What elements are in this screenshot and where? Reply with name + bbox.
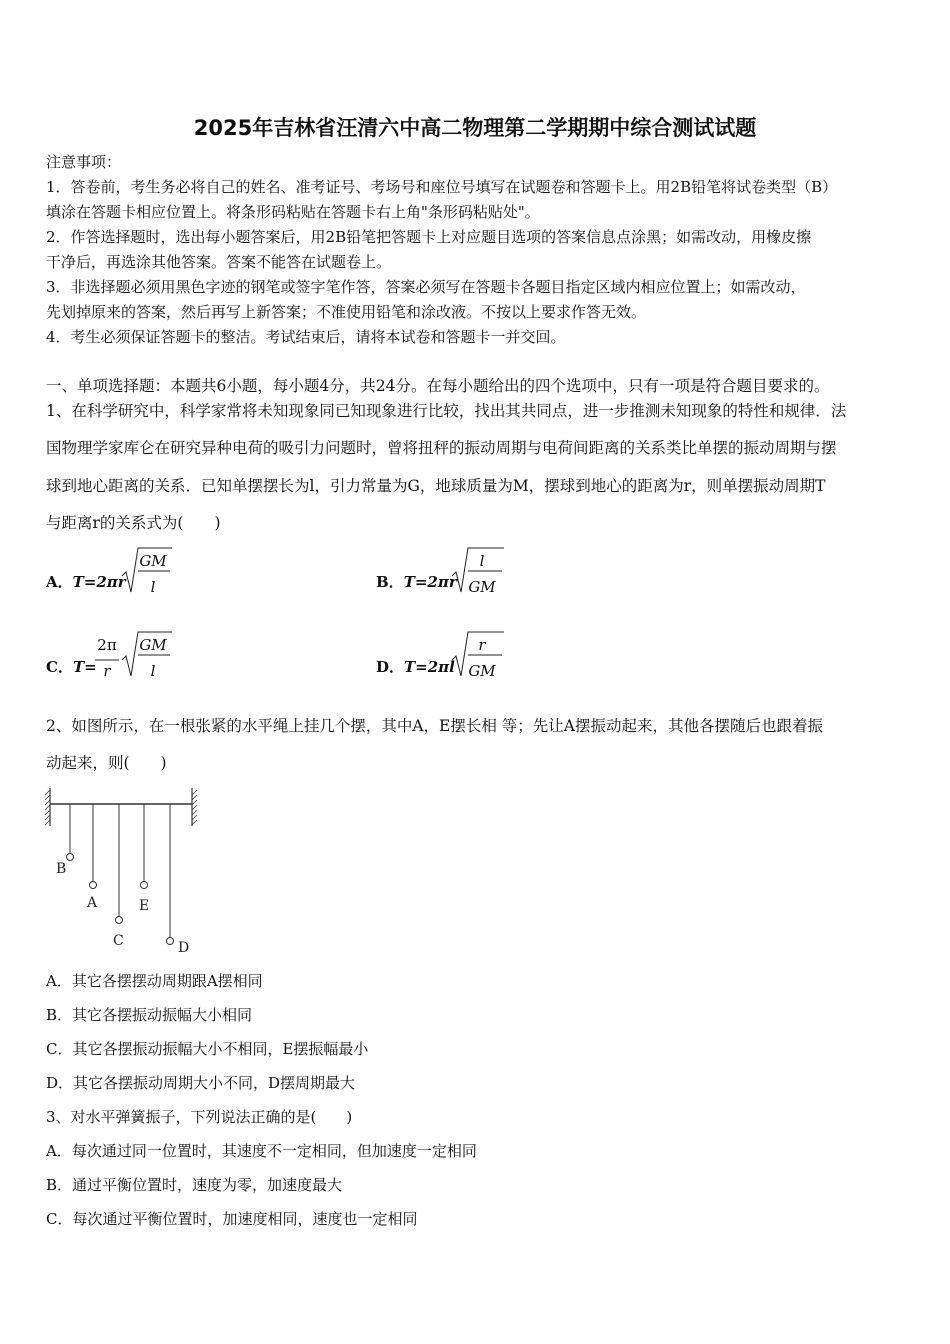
q2-option-c[interactable]: C．其它各摆振动振幅大小不相同，E摆振幅最小 <box>46 1040 369 1058</box>
notice-line: 干净后，再选涂其他答案。答案不能答在试题卷上。 <box>46 253 392 271</box>
q2-stem-line: 动起来，则( ) <box>46 754 167 772</box>
q3-stem: 3、对水平弹簧振子，下列说法正确的是( ) <box>46 1108 353 1126</box>
label-a: A <box>87 895 98 911</box>
coef-denominator: r <box>103 662 111 680</box>
formula-lhs: T=2πl <box>404 658 455 676</box>
q3-option-c[interactable]: C．每次通过平衡位置时，加速度相同，速度也一定相同 <box>46 1210 418 1228</box>
formula-lhs: T=2πr <box>72 573 126 591</box>
page-title: 2025年吉林省汪清六中高二物理第二学期期中综合测试试题 <box>193 116 757 140</box>
label-d: D <box>178 940 190 956</box>
notice-heading: 注意事项： <box>46 153 122 171</box>
q3-option-b[interactable]: B．通过平衡位置时，速度为零，加速度最大 <box>46 1176 343 1194</box>
q1-stem-line: 国物理学家库仑在研究异种电荷的吸引力问题时，曾将扭秤的振动周期与电荷间距离的关系类比单摆的振动周期与摆 <box>46 439 837 457</box>
notice-line: 填涂在答题卡相应位置上。将条形码粘贴在答题卡右上角"条形码粘贴处"。 <box>46 203 540 221</box>
option-label: D． <box>376 658 405 676</box>
q1-option-b[interactable] <box>376 572 457 592</box>
notice-line: 2．作答选择题时，选出每小题答案后，用2B铅笔把答题卡上对应题目选项的答案信息点涂黑；如需改动，用橡皮擦 <box>46 228 812 246</box>
label-b: B <box>56 861 67 877</box>
fraction-bar <box>95 659 121 661</box>
fraction-denominator: l <box>150 578 156 596</box>
q1-stem-line: 与距离r的关系式为( ) <box>46 514 221 532</box>
fraction-denominator: GM <box>468 578 496 596</box>
label-c: C <box>113 933 124 949</box>
option-label: A． <box>46 573 73 591</box>
option-label: C． <box>46 658 73 676</box>
q2-stem-line: 2、如图所示，在一根张紧的水平绳上挂几个摆，其中A，E摆长相 等；先让A摆振动起来，其他各摆随后也跟着振 <box>46 717 823 735</box>
fraction-denominator: GM <box>468 662 496 680</box>
formula-lhs: T=2πr <box>403 573 457 591</box>
q1-stem-line: 1、在科学研究中，科学家常将未知现象同已知现象进行比较，找出其共同点，进一步推测未知现象的特性和规律．法 <box>46 402 847 420</box>
coef-numerator: 2π <box>97 636 117 654</box>
formula-lhs: T= <box>72 658 97 676</box>
fraction-numerator: r <box>478 636 486 654</box>
label-e: E <box>139 898 150 914</box>
q1-option-a[interactable] <box>46 572 126 592</box>
q2-option-d[interactable]: D．其它各摆振动周期大小不同，D摆周期最大 <box>46 1074 356 1092</box>
fraction-denominator: l <box>150 662 156 680</box>
fraction-numerator: GM <box>139 636 167 654</box>
q1-option-d[interactable] <box>376 657 455 677</box>
notice-line: 4．考生必须保证答题卡的整洁。考试结束后，请将本试卷和答题卡一并交回。 <box>46 328 566 346</box>
notice-line: 先划掉原来的答案，然后再写上新答案；不准使用铅笔和涂改液。不按以上要求作答无效。 <box>46 303 647 321</box>
q2-option-a[interactable]: A．其它各摆摆动周期跟A摆相同 <box>46 972 263 990</box>
q2-option-b[interactable]: B．其它各摆振动振幅大小相同 <box>46 1006 253 1024</box>
fraction-numerator: GM <box>139 552 167 570</box>
notice-line: 3．非选择题必须用黑色字迹的钢笔或签字笔作答，答案必须写在答题卡各题目指定区域内相应位置上；如需改动， <box>46 278 806 296</box>
option-label: B． <box>376 573 404 591</box>
section-heading: 一、单项选择题：本题共6小题，每小题4分，共24分。在每小题给出的四个选项中，只有一项是符合题目要求的。 <box>46 377 830 395</box>
notice-line: 1．答卷前，考生务必将自己的姓名、准考证号、考场号和座位号填写在试题卷和答题卡上。用2B铅笔将试卷类型（B） <box>46 178 838 196</box>
q3-option-a[interactable]: A．每次通过同一位置时，其速度不一定相同，但加速度一定相同 <box>46 1142 477 1160</box>
pendulum-diagram <box>44 786 214 956</box>
q1-stem-line: 球到地心距离的关系．已知单摆摆长为l，引力常量为G，地球质量为M，摆球到地心的距离为r，则单摆振动周期T <box>46 477 826 495</box>
q1-option-c[interactable] <box>46 657 97 677</box>
fraction-numerator: l <box>479 552 485 570</box>
